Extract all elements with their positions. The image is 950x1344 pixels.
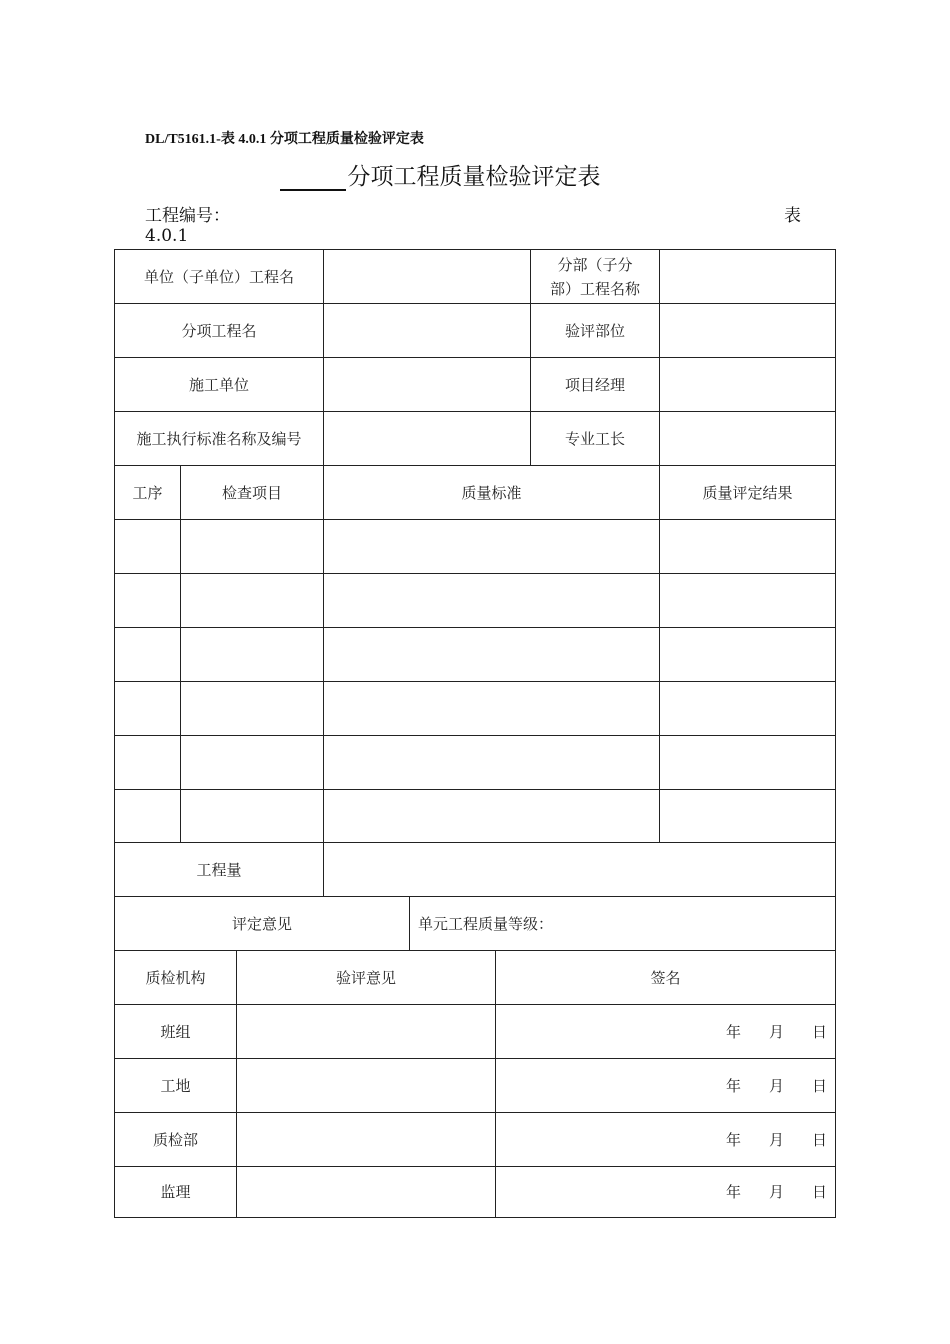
project-number-label: 工程编号：: [145, 206, 230, 226]
table-row-2-standard[interactable]: [324, 574, 660, 628]
signoff-header-org: 质检机构: [115, 951, 237, 1005]
signoff-signature-team[interactable]: 年 月 日: [496, 1005, 835, 1059]
table-row-2-result[interactable]: [660, 574, 835, 628]
table-row-1-item[interactable]: [181, 520, 324, 574]
table-row-5-result[interactable]: [660, 736, 835, 790]
construction-unit-label: 施工单位: [115, 358, 324, 412]
table-row-6-process[interactable]: [115, 790, 181, 843]
signoff-header-opinion: 验评意见: [237, 951, 496, 1005]
table-row-1-process[interactable]: [115, 520, 181, 574]
signoff-opinion-qc[interactable]: [237, 1113, 496, 1167]
title-blank-line[interactable]: [280, 163, 346, 191]
quantity-label: 工程量: [115, 843, 324, 897]
signoff-opinion-team[interactable]: [237, 1005, 496, 1059]
sub-part-name-label: 分部（子分 部）工程名称: [531, 250, 660, 304]
item-project-name-label: 分项工程名: [115, 304, 324, 358]
column-header-inspection-item: 检查项目: [181, 466, 324, 520]
column-header-process: 工序: [115, 466, 181, 520]
signoff-signature-qc[interactable]: 年 月 日: [496, 1113, 835, 1167]
table-row-3-result[interactable]: [660, 628, 835, 682]
unit-project-name-field[interactable]: [324, 250, 531, 304]
table-row-5-item[interactable]: [181, 736, 324, 790]
table-row-5-process[interactable]: [115, 736, 181, 790]
table-row-6-item[interactable]: [181, 790, 324, 843]
table-row-1-result[interactable]: [660, 520, 835, 574]
project-manager-field[interactable]: [660, 358, 835, 412]
inspection-part-field[interactable]: [660, 304, 835, 358]
column-header-quality-standard: 质量标准: [324, 466, 660, 520]
signoff-org-supervision: 监理: [115, 1167, 237, 1217]
table-row-4-standard[interactable]: [324, 682, 660, 736]
signoff-opinion-supervision[interactable]: [237, 1167, 496, 1217]
table-row-3-item[interactable]: [181, 628, 324, 682]
table-row-1-standard[interactable]: [324, 520, 660, 574]
form-title: 分项工程质量检验评定表: [0, 158, 880, 191]
signoff-org-site: 工地: [115, 1059, 237, 1113]
signoff-signature-supervision[interactable]: 年 月 日: [725, 1183, 827, 1201]
column-header-result: 质量评定结果: [660, 466, 835, 520]
table-row-3-process[interactable]: [115, 628, 181, 682]
unit-project-name-label: 单位（子单位）工程名: [115, 250, 324, 304]
foreman-field[interactable]: [660, 412, 835, 466]
signoff-org-qc: 质检部: [115, 1113, 237, 1167]
table-row-6-result[interactable]: [660, 790, 835, 843]
signoff-header-signature: 签名: [496, 951, 835, 1005]
table-row-4-item[interactable]: [181, 682, 324, 736]
signoff-opinion-site[interactable]: [237, 1059, 496, 1113]
table-row-2-item[interactable]: [181, 574, 324, 628]
table-row-2-process[interactable]: [115, 574, 181, 628]
item-project-name-field[interactable]: [324, 304, 531, 358]
table-row-6-standard[interactable]: [324, 790, 660, 843]
table-row-4-process[interactable]: [115, 682, 181, 736]
table-row-3-standard[interactable]: [324, 628, 660, 682]
table-number-value: 4.0.1: [145, 226, 189, 246]
sub-part-name-field[interactable]: [660, 250, 835, 304]
evaluation-form-table: [114, 249, 836, 1218]
evaluation-opinion-label: 评定意见: [115, 897, 410, 951]
construction-unit-field[interactable]: [324, 358, 531, 412]
project-manager-label: 项目经理: [531, 358, 660, 412]
inspection-part-label: 验评部位: [531, 304, 660, 358]
foreman-label: 专业工长: [531, 412, 660, 466]
standard-name-label: 施工执行标准名称及编号: [115, 412, 324, 466]
standard-name-field[interactable]: [324, 412, 531, 466]
table-row-5-standard[interactable]: [324, 736, 660, 790]
quality-grade-field[interactable]: 单元工程质量等级：: [410, 897, 835, 951]
signoff-signature-site[interactable]: 年 月 日: [496, 1059, 835, 1113]
table-row-4-result[interactable]: [660, 682, 835, 736]
quantity-field[interactable]: [324, 843, 835, 897]
signoff-org-team: 班组: [115, 1005, 237, 1059]
table-number-label: 表: [784, 206, 801, 226]
header-reference: DL/T5161.1-表 4.0.1 分项工程质量检验评定表: [145, 132, 424, 147]
